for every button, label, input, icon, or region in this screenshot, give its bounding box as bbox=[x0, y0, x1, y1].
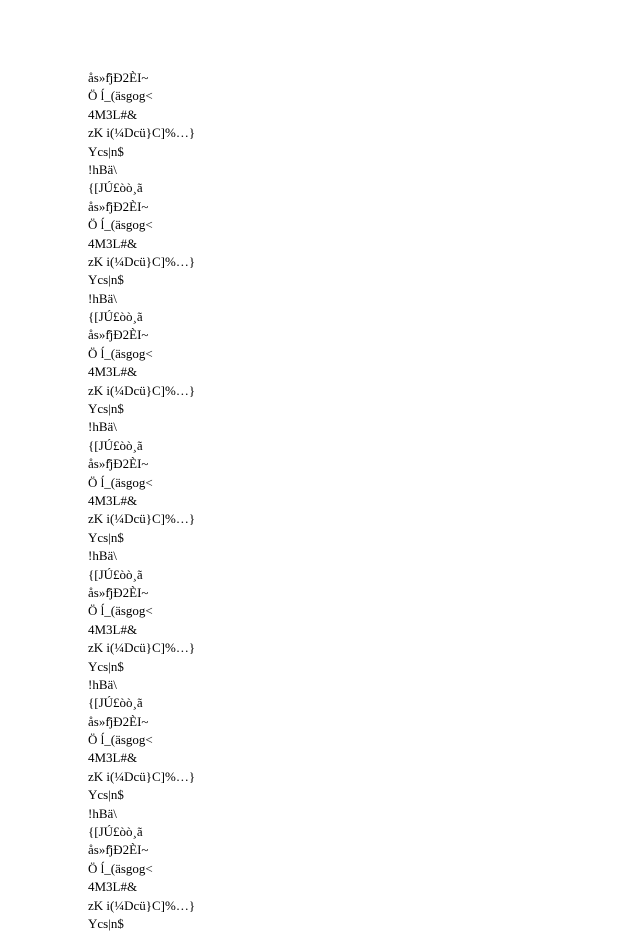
text-line: zK i(¼Dcü}C]%…} bbox=[88, 253, 196, 269]
text-line: zK i(¼Dcü}C]%…} bbox=[88, 768, 196, 784]
text-line: !hBä\ bbox=[88, 290, 117, 306]
text-line: ås»f̊jÐ2ÈI~ bbox=[88, 456, 149, 472]
text-line: 4M3L#& bbox=[88, 879, 138, 895]
text-line: Ö ĺ_(äsgog< bbox=[88, 603, 153, 619]
text-line: {[JÚ£òò¸ã bbox=[88, 437, 143, 453]
text-line: 4M3L#& bbox=[88, 364, 138, 380]
text-line: zK i(¼Dcü}C]%…} bbox=[88, 640, 196, 656]
text-line: zK i(¼Dcü}C]%…} bbox=[88, 382, 196, 398]
text-line: {[JÚ£òò¸ã bbox=[88, 180, 143, 196]
garbled-text-block bbox=[88, 69, 568, 933]
text-line: ås»f̊jÐ2ÈI~ bbox=[88, 327, 149, 343]
text-line: Ö ĺ_(äsgog< bbox=[88, 474, 153, 490]
text-line: Ycs|n$ bbox=[88, 658, 124, 674]
text-line: {[JÚ£òò¸ã bbox=[88, 309, 143, 325]
text-line: 4M3L#& bbox=[88, 621, 138, 637]
text-line: ås»f̊jÐ2ÈI~ bbox=[88, 584, 149, 600]
text-line: Ö ĺ_(äsgog< bbox=[88, 732, 153, 748]
text-line: Ycs|n$ bbox=[88, 401, 124, 417]
text-line: ås»f̊jÐ2ÈI~ bbox=[88, 198, 149, 214]
text-line: Ö ĺ_(äsgog< bbox=[88, 860, 153, 876]
text-line: 4M3L#& bbox=[88, 235, 138, 251]
text-line: ås»f̊jÐ2ÈI~ bbox=[88, 842, 149, 858]
text-line: Ycs|n$ bbox=[88, 272, 124, 288]
text-line: !hBä\ bbox=[88, 676, 117, 692]
text-line: {[JÚ£òò¸ã bbox=[88, 566, 143, 582]
text-line: Ö ĺ_(äsgog< bbox=[88, 345, 153, 361]
text-line: !hBä\ bbox=[88, 419, 117, 435]
text-line: Ycs|n$ bbox=[88, 787, 124, 803]
text-line: 4M3L#& bbox=[88, 750, 138, 766]
text-line: zK i(¼Dcü}C]%…} bbox=[88, 511, 196, 527]
text-line: 4M3L#& bbox=[88, 106, 138, 122]
text-line: Ycs|n$ bbox=[88, 529, 124, 545]
text-line: zK i(¼Dcü}C]%…} bbox=[88, 897, 196, 913]
text-line: !hBä\ bbox=[88, 805, 117, 821]
text-line: Ö ĺ_(äsgog< bbox=[88, 88, 153, 104]
text-line: {[JÚ£òò¸ã bbox=[88, 695, 143, 711]
text-line: Ycs|n$ bbox=[88, 915, 124, 931]
text-line: Ö ĺ_(äsgog< bbox=[88, 217, 153, 233]
text-line: ås»f̊jÐ2ÈI~ bbox=[88, 70, 149, 85]
text-line: {[JÚ£òò¸ã bbox=[88, 824, 143, 840]
text-line: !hBä\ bbox=[88, 161, 117, 177]
text-line: zK i(¼Dcü}C]%…} bbox=[88, 125, 196, 141]
text-line: 4M3L#& bbox=[88, 492, 138, 508]
text-line: Ycs|n$ bbox=[88, 143, 124, 159]
text-line: ås»f̊jÐ2ÈI~ bbox=[88, 713, 149, 729]
text-line: !hBä\ bbox=[88, 548, 117, 564]
